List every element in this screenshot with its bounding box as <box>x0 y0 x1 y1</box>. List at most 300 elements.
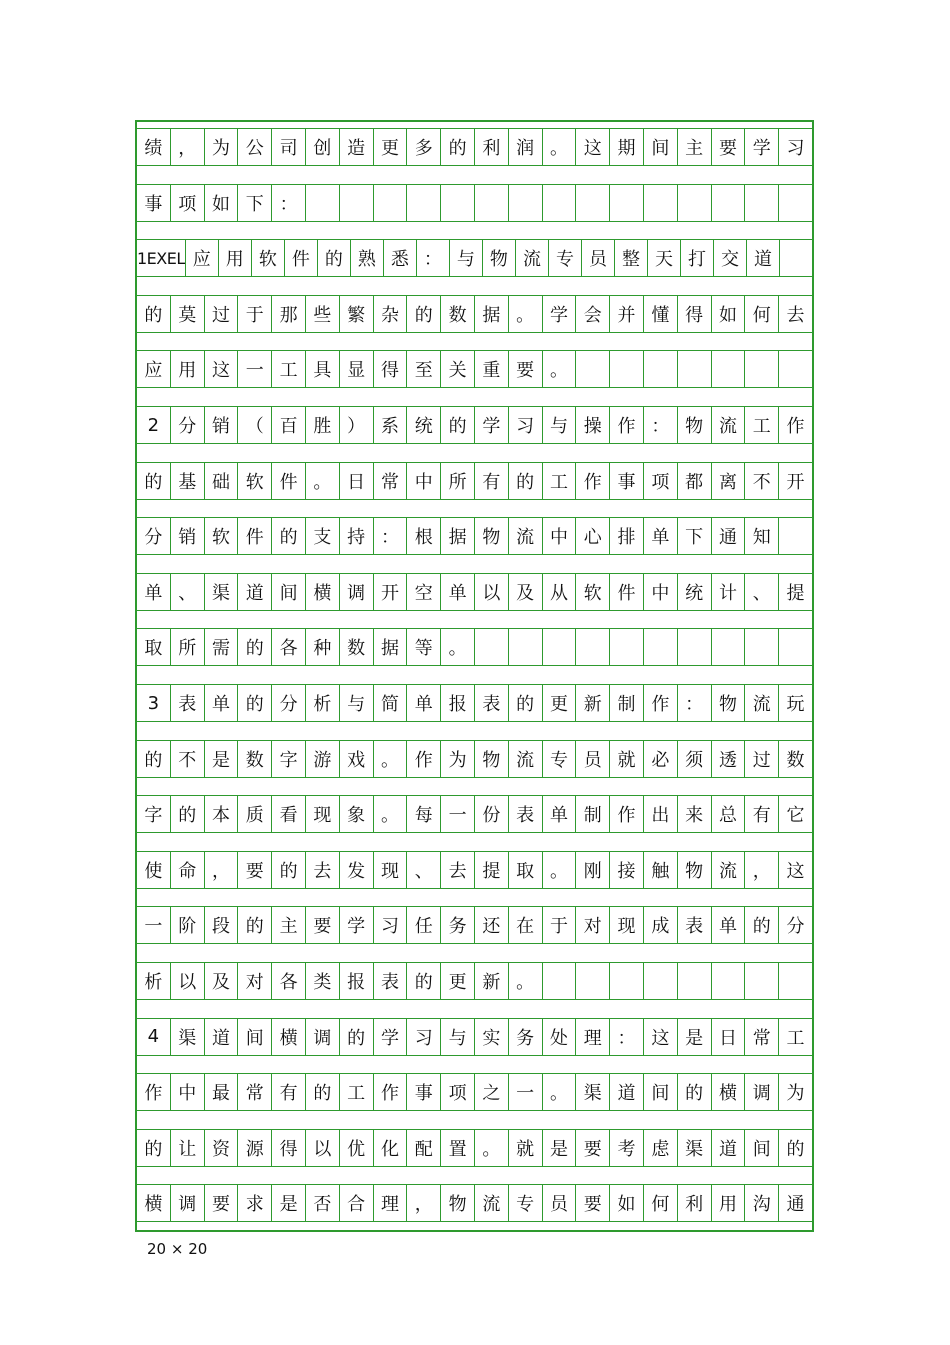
grid-cell <box>474 185 508 221</box>
grid-cell: 的 <box>170 796 204 832</box>
grid-row <box>137 184 812 222</box>
grid-cell: 道 <box>204 1019 238 1055</box>
grid-cell: 的 <box>677 1074 711 1110</box>
grid-cell: 以 <box>474 574 508 610</box>
grid-cell: 那 <box>271 296 305 332</box>
grid-cell: 计 <box>711 574 745 610</box>
grid-cell: 的 <box>305 1074 339 1110</box>
grid-cell: 。 <box>508 296 542 332</box>
grid-cell: 从 <box>542 574 576 610</box>
grid-cell: 。 <box>542 852 576 888</box>
grid-cell: 一 <box>237 351 271 387</box>
grid-cell: 要 <box>575 1185 609 1221</box>
grid-cell: 持 <box>339 518 373 554</box>
grid-cell: 刚 <box>575 852 609 888</box>
grid-cell: 调 <box>305 1019 339 1055</box>
grid-cell: 对 <box>237 963 271 999</box>
grid-cell: 字 <box>271 741 305 777</box>
grid-cell: 总 <box>711 796 745 832</box>
grid-cell: 的 <box>237 685 271 721</box>
grid-cell: 报 <box>440 685 474 721</box>
grid-cell: 得 <box>373 351 407 387</box>
grid-cell: 流 <box>744 685 778 721</box>
grid-cell <box>440 185 474 221</box>
grid-cell: 间 <box>271 574 305 610</box>
grid-cell: 有 <box>744 796 778 832</box>
grid-cell: 新 <box>474 963 508 999</box>
grid-cell: 销 <box>170 518 204 554</box>
grid-cell: 否 <box>305 1185 339 1221</box>
grid-cell: 通 <box>778 1185 812 1221</box>
grid-cell: 就 <box>508 1130 542 1166</box>
grid-cell: 所 <box>170 629 204 665</box>
grid-cell: 道 <box>237 574 271 610</box>
grid-cell <box>542 963 576 999</box>
grid-cell: 物 <box>711 685 745 721</box>
grid-cell: 单 <box>406 685 440 721</box>
grid-cell: 的 <box>237 907 271 943</box>
grid-cell: 的 <box>271 518 305 554</box>
grid-cell: 去 <box>778 296 812 332</box>
grid-cell: 3 <box>147 692 160 714</box>
grid-cell: 成 <box>643 907 677 943</box>
grid-cell: 用 <box>218 240 251 276</box>
grid-cell: 莫 <box>170 296 204 332</box>
grid-cell: 习 <box>373 907 407 943</box>
grid-cell <box>406 185 440 221</box>
grid-cell: 看 <box>271 796 305 832</box>
grid-cell: 。 <box>542 351 576 387</box>
grid-cell: 知 <box>744 518 778 554</box>
grid-cell: 的 <box>271 852 305 888</box>
grid-cell: 间 <box>643 1074 677 1110</box>
grid-cell: 取 <box>508 852 542 888</box>
grid-cell: 单 <box>440 574 474 610</box>
grid-cell: ： <box>677 685 711 721</box>
grid-cell: 工 <box>271 351 305 387</box>
grid-cell: 去 <box>440 852 474 888</box>
grid-cell: 工 <box>339 1074 373 1110</box>
grid-cell: 必 <box>643 741 677 777</box>
grid-cell: 事 <box>609 463 643 499</box>
grid-cell: 础 <box>204 463 238 499</box>
grid-row <box>137 1073 812 1111</box>
grid-cell: 的 <box>317 240 350 276</box>
grid-cell: 表 <box>474 685 508 721</box>
grid-cell: 支 <box>305 518 339 554</box>
grid-cell: 常 <box>744 1019 778 1055</box>
grid-cell: ： <box>373 518 407 554</box>
grid-cell: 何 <box>643 1185 677 1221</box>
grid-cell: 触 <box>643 852 677 888</box>
grid-cell: 道 <box>746 240 779 276</box>
grid-cell: 习 <box>778 129 812 165</box>
grid-cell: 游 <box>305 741 339 777</box>
grid-cell <box>609 185 643 221</box>
grid-cell: 有 <box>474 463 508 499</box>
grid-cell: ： <box>609 1019 643 1055</box>
grid-cell: 与 <box>449 240 482 276</box>
grid-cell: 与 <box>339 685 373 721</box>
grid-cell: 的 <box>144 749 163 771</box>
grid-cell: 用 <box>711 1185 745 1221</box>
grid-cell: 优 <box>339 1130 373 1166</box>
grid-cell: 显 <box>339 351 373 387</box>
grid-cell: 熟 <box>350 240 383 276</box>
grid-cell: 、 <box>406 852 440 888</box>
grid-cell: 流 <box>474 1185 508 1221</box>
grid-cell: ， <box>204 852 238 888</box>
grid-cell: 还 <box>474 907 508 943</box>
grid-cell: 流 <box>711 852 745 888</box>
grid-cell: 统 <box>406 407 440 443</box>
grid-cell: 中 <box>542 518 576 554</box>
grid-row <box>137 1018 812 1056</box>
grid-cell <box>643 351 677 387</box>
grid-cell: 作 <box>609 407 643 443</box>
grid-cell: 横 <box>305 574 339 610</box>
grid-cell: 源 <box>237 1130 271 1166</box>
grid-cell <box>575 351 609 387</box>
grid-cell: 件 <box>237 518 271 554</box>
grid-cell: 出 <box>643 796 677 832</box>
grid-cell: 学 <box>373 1019 407 1055</box>
grid-cell: 现 <box>373 852 407 888</box>
grid-cell: 与 <box>542 407 576 443</box>
grid-cell: 件 <box>271 463 305 499</box>
grid-cell <box>339 185 373 221</box>
grid-cell: 数 <box>440 296 474 332</box>
grid-cell: 单 <box>144 582 163 604</box>
grid-cell: 利 <box>677 1185 711 1221</box>
grid-cell: 是 <box>204 741 238 777</box>
grid-cell: 物 <box>677 852 711 888</box>
grid-cell: 。 <box>440 629 474 665</box>
grid-cell: 透 <box>711 741 745 777</box>
grid-cell: 对 <box>575 907 609 943</box>
grid-cell: 所 <box>440 463 474 499</box>
grid-cell: 的 <box>406 296 440 332</box>
grid-cell: 以 <box>305 1130 339 1166</box>
grid-cell: 离 <box>711 463 745 499</box>
grid-cell <box>508 629 542 665</box>
grid-cell: 数 <box>339 629 373 665</box>
grid-cell: 置 <box>440 1130 474 1166</box>
grid-cell: 的 <box>237 629 271 665</box>
grid-row <box>137 128 812 166</box>
grid-cell: 现 <box>609 907 643 943</box>
grid-cell: 更 <box>373 129 407 165</box>
grid-cell: 期 <box>609 129 643 165</box>
grid-cell <box>542 629 576 665</box>
grid-cell: 的 <box>440 407 474 443</box>
grid-cell: 作 <box>643 685 677 721</box>
grid-cell: 象 <box>339 796 373 832</box>
grid-cell: 一 <box>144 916 163 938</box>
grid-cell: 为 <box>204 129 238 165</box>
grid-cell: 中 <box>643 574 677 610</box>
grid-cell: 日 <box>339 463 373 499</box>
grid-cell: 的 <box>144 304 163 326</box>
grid-cell: 理 <box>373 1185 407 1221</box>
grid-cell: 要 <box>508 351 542 387</box>
grid-cell: 专 <box>548 240 581 276</box>
grid-cell: 。 <box>373 741 407 777</box>
grid-cell <box>778 518 812 554</box>
grid-cell: 统 <box>677 574 711 610</box>
grid-row <box>137 406 812 444</box>
grid-cell: 。 <box>542 1074 576 1110</box>
grid-cell: 整 <box>614 240 647 276</box>
grid-cell: 重 <box>474 351 508 387</box>
grid-row <box>137 684 812 722</box>
grid-cell: 习 <box>406 1019 440 1055</box>
grid-cell: 多 <box>406 129 440 165</box>
grid-cell: 下 <box>237 185 271 221</box>
grid-cell: 的 <box>339 1019 373 1055</box>
grid-cell: 软 <box>575 574 609 610</box>
grid-cell: 如 <box>711 296 745 332</box>
grid-cell: 作 <box>778 407 812 443</box>
grid-cell: 空 <box>406 574 440 610</box>
grid-cell <box>677 629 711 665</box>
grid-cell: 造 <box>339 129 373 165</box>
grid-cell: 员 <box>542 1185 576 1221</box>
grid-cell: 据 <box>373 629 407 665</box>
grid-cell <box>744 963 778 999</box>
grid-cell: 以 <box>170 963 204 999</box>
grid-cell: 项 <box>170 185 204 221</box>
grid-cell: 操 <box>575 407 609 443</box>
grid-cell: 合 <box>339 1185 373 1221</box>
grid-cell: 用 <box>170 351 204 387</box>
grid-cell: 道 <box>609 1074 643 1110</box>
grid-cell: 一 <box>440 796 474 832</box>
grid-cell: 是 <box>542 1130 576 1166</box>
grid-cell: 玩 <box>778 685 812 721</box>
grid-row <box>137 906 812 944</box>
grid-cell: 中 <box>170 1074 204 1110</box>
grid-cell: 利 <box>474 129 508 165</box>
grid-row <box>137 1129 812 1167</box>
grid-cell: 间 <box>744 1130 778 1166</box>
grid-row <box>137 239 812 277</box>
grid-cell: 要 <box>204 1185 238 1221</box>
grid-cell: 开 <box>373 574 407 610</box>
grid-cell: 专 <box>508 1185 542 1221</box>
grid-cell <box>508 185 542 221</box>
grid-cell: 分 <box>271 685 305 721</box>
grid-cell: 最 <box>204 1074 238 1110</box>
grid-cell: 资 <box>204 1130 238 1166</box>
grid-cell <box>305 185 339 221</box>
grid-cell <box>744 351 778 387</box>
grid-cell: 得 <box>271 1130 305 1166</box>
grid-cell: 本 <box>204 796 238 832</box>
grid-cell: 间 <box>237 1019 271 1055</box>
grid-cell: 流 <box>711 407 745 443</box>
grid-cell: 的 <box>508 463 542 499</box>
grid-cell: 。 <box>474 1130 508 1166</box>
grid-cell <box>778 963 812 999</box>
grid-cell: 去 <box>305 852 339 888</box>
grid-cell: 的 <box>406 963 440 999</box>
grid-cell: 与 <box>440 1019 474 1055</box>
grid-row <box>137 1184 812 1222</box>
grid-cell: 4 <box>147 1026 160 1048</box>
grid-cell: 事 <box>144 193 163 215</box>
grid-cell: ） <box>339 407 373 443</box>
grid-cell: 各 <box>271 963 305 999</box>
grid-cell: 1EXEL <box>137 248 185 268</box>
grid-cell: 中 <box>406 463 440 499</box>
grid-cell: 软 <box>204 518 238 554</box>
grid-cell: 任 <box>406 907 440 943</box>
grid-cell: 的 <box>144 471 163 493</box>
grid-cell: 字 <box>144 805 163 827</box>
grid-cell: 表 <box>373 963 407 999</box>
grid-cell: 物 <box>482 240 515 276</box>
grid-cell: 的 <box>508 685 542 721</box>
grid-cell: 杂 <box>373 296 407 332</box>
grid-cell: 心 <box>575 518 609 554</box>
grid-cell: 排 <box>609 518 643 554</box>
grid-cell: 渠 <box>204 574 238 610</box>
grid-cell: 2 <box>147 414 160 436</box>
grid-cell: 销 <box>204 407 238 443</box>
grid-cell: 主 <box>271 907 305 943</box>
grid-cell: 悉 <box>383 240 416 276</box>
grid-cell: 它 <box>778 796 812 832</box>
grid-cell: 打 <box>680 240 713 276</box>
grid-cell: 务 <box>440 907 474 943</box>
grid-cell: 过 <box>744 741 778 777</box>
grid-cell: 接 <box>609 852 643 888</box>
grid-cell: 、 <box>744 574 778 610</box>
grid-cell: 并 <box>609 296 643 332</box>
grid-cell: 表 <box>170 685 204 721</box>
grid-cell: 具 <box>305 351 339 387</box>
grid-cell: 物 <box>677 407 711 443</box>
grid-cell: 这 <box>778 852 812 888</box>
grid-cell: 主 <box>677 129 711 165</box>
grid-cell: 渠 <box>575 1074 609 1110</box>
grid-cell: 阶 <box>170 907 204 943</box>
grid-cell <box>778 185 812 221</box>
grid-cell: 横 <box>711 1074 745 1110</box>
grid-cell: 润 <box>508 129 542 165</box>
grid-cell: 物 <box>440 1185 474 1221</box>
grid-cell: 都 <box>677 463 711 499</box>
grid-cell: 学 <box>474 407 508 443</box>
grid-cell <box>609 629 643 665</box>
grid-cell <box>677 963 711 999</box>
grid-cell: 日 <box>711 1019 745 1055</box>
grid-cell: 会 <box>575 296 609 332</box>
grid-cell: 制 <box>609 685 643 721</box>
grid-cell: 等 <box>406 629 440 665</box>
grid-cell: 作 <box>575 463 609 499</box>
grid-cell: 要 <box>711 129 745 165</box>
grid-cell: 横 <box>144 1194 163 1216</box>
grid-cell: 段 <box>204 907 238 943</box>
grid-cell: 这 <box>575 129 609 165</box>
grid-cell <box>744 629 778 665</box>
grid-cell: 如 <box>609 1185 643 1221</box>
grid-cell: 分 <box>170 407 204 443</box>
grid-cell: 间 <box>643 129 677 165</box>
grid-cell: 至 <box>406 351 440 387</box>
grid-cell: 单 <box>542 796 576 832</box>
grid-cell: ， <box>170 129 204 165</box>
grid-cell: 学 <box>542 296 576 332</box>
grid-cell: 理 <box>575 1019 609 1055</box>
grid-cell: 基 <box>170 463 204 499</box>
grid-cell: 每 <box>406 796 440 832</box>
grid-cell: 百 <box>271 407 305 443</box>
grid-cell: 分 <box>778 907 812 943</box>
grid-cell: 交 <box>713 240 746 276</box>
grid-cell: 学 <box>744 129 778 165</box>
grid-row <box>137 962 812 1000</box>
grid-cell: 物 <box>474 518 508 554</box>
grid-row <box>137 573 812 611</box>
grid-cell: 不 <box>170 741 204 777</box>
grid-cell: 习 <box>508 407 542 443</box>
grid-cell: 横 <box>271 1019 305 1055</box>
grid-cell: 。 <box>305 463 339 499</box>
grid-cell: 数 <box>237 741 271 777</box>
grid-size-label: 20 × 20 <box>147 1240 208 1258</box>
grid-cell: 的 <box>440 129 474 165</box>
grid-cell: 员 <box>575 741 609 777</box>
grid-cell: 要 <box>305 907 339 943</box>
grid-cell: 据 <box>474 296 508 332</box>
grid-cell: 单 <box>711 907 745 943</box>
grid-cell: 发 <box>339 852 373 888</box>
grid-cell: 创 <box>305 129 339 165</box>
grid-cell: 专 <box>542 741 576 777</box>
grid-cell: 就 <box>609 741 643 777</box>
grid-cell: 虑 <box>643 1130 677 1166</box>
grid-cell <box>779 240 812 276</box>
grid-cell: 软 <box>237 463 271 499</box>
grid-cell: 种 <box>305 629 339 665</box>
grid-cell: 提 <box>778 574 812 610</box>
grid-cell: 些 <box>305 296 339 332</box>
grid-cell: 流 <box>508 741 542 777</box>
grid-cell: 这 <box>643 1019 677 1055</box>
grid-cell: 是 <box>271 1185 305 1221</box>
grid-cell: 渠 <box>170 1019 204 1055</box>
grid-cell <box>609 963 643 999</box>
grid-cell: 得 <box>677 296 711 332</box>
grid-row <box>137 628 812 666</box>
grid-cell: 关 <box>440 351 474 387</box>
grid-cell: 各 <box>271 629 305 665</box>
grid-cell: 工 <box>778 1019 812 1055</box>
grid-cell: 渠 <box>677 1130 711 1166</box>
grid-cell: 化 <box>373 1130 407 1166</box>
grid-cell: 新 <box>575 685 609 721</box>
grid-cell: 下 <box>677 518 711 554</box>
grid-cell: 道 <box>711 1130 745 1166</box>
grid-cell: 数 <box>778 741 812 777</box>
grid-cell <box>711 185 745 221</box>
grid-cell: 析 <box>144 972 163 993</box>
grid-cell: 来 <box>677 796 711 832</box>
grid-row <box>137 851 812 889</box>
